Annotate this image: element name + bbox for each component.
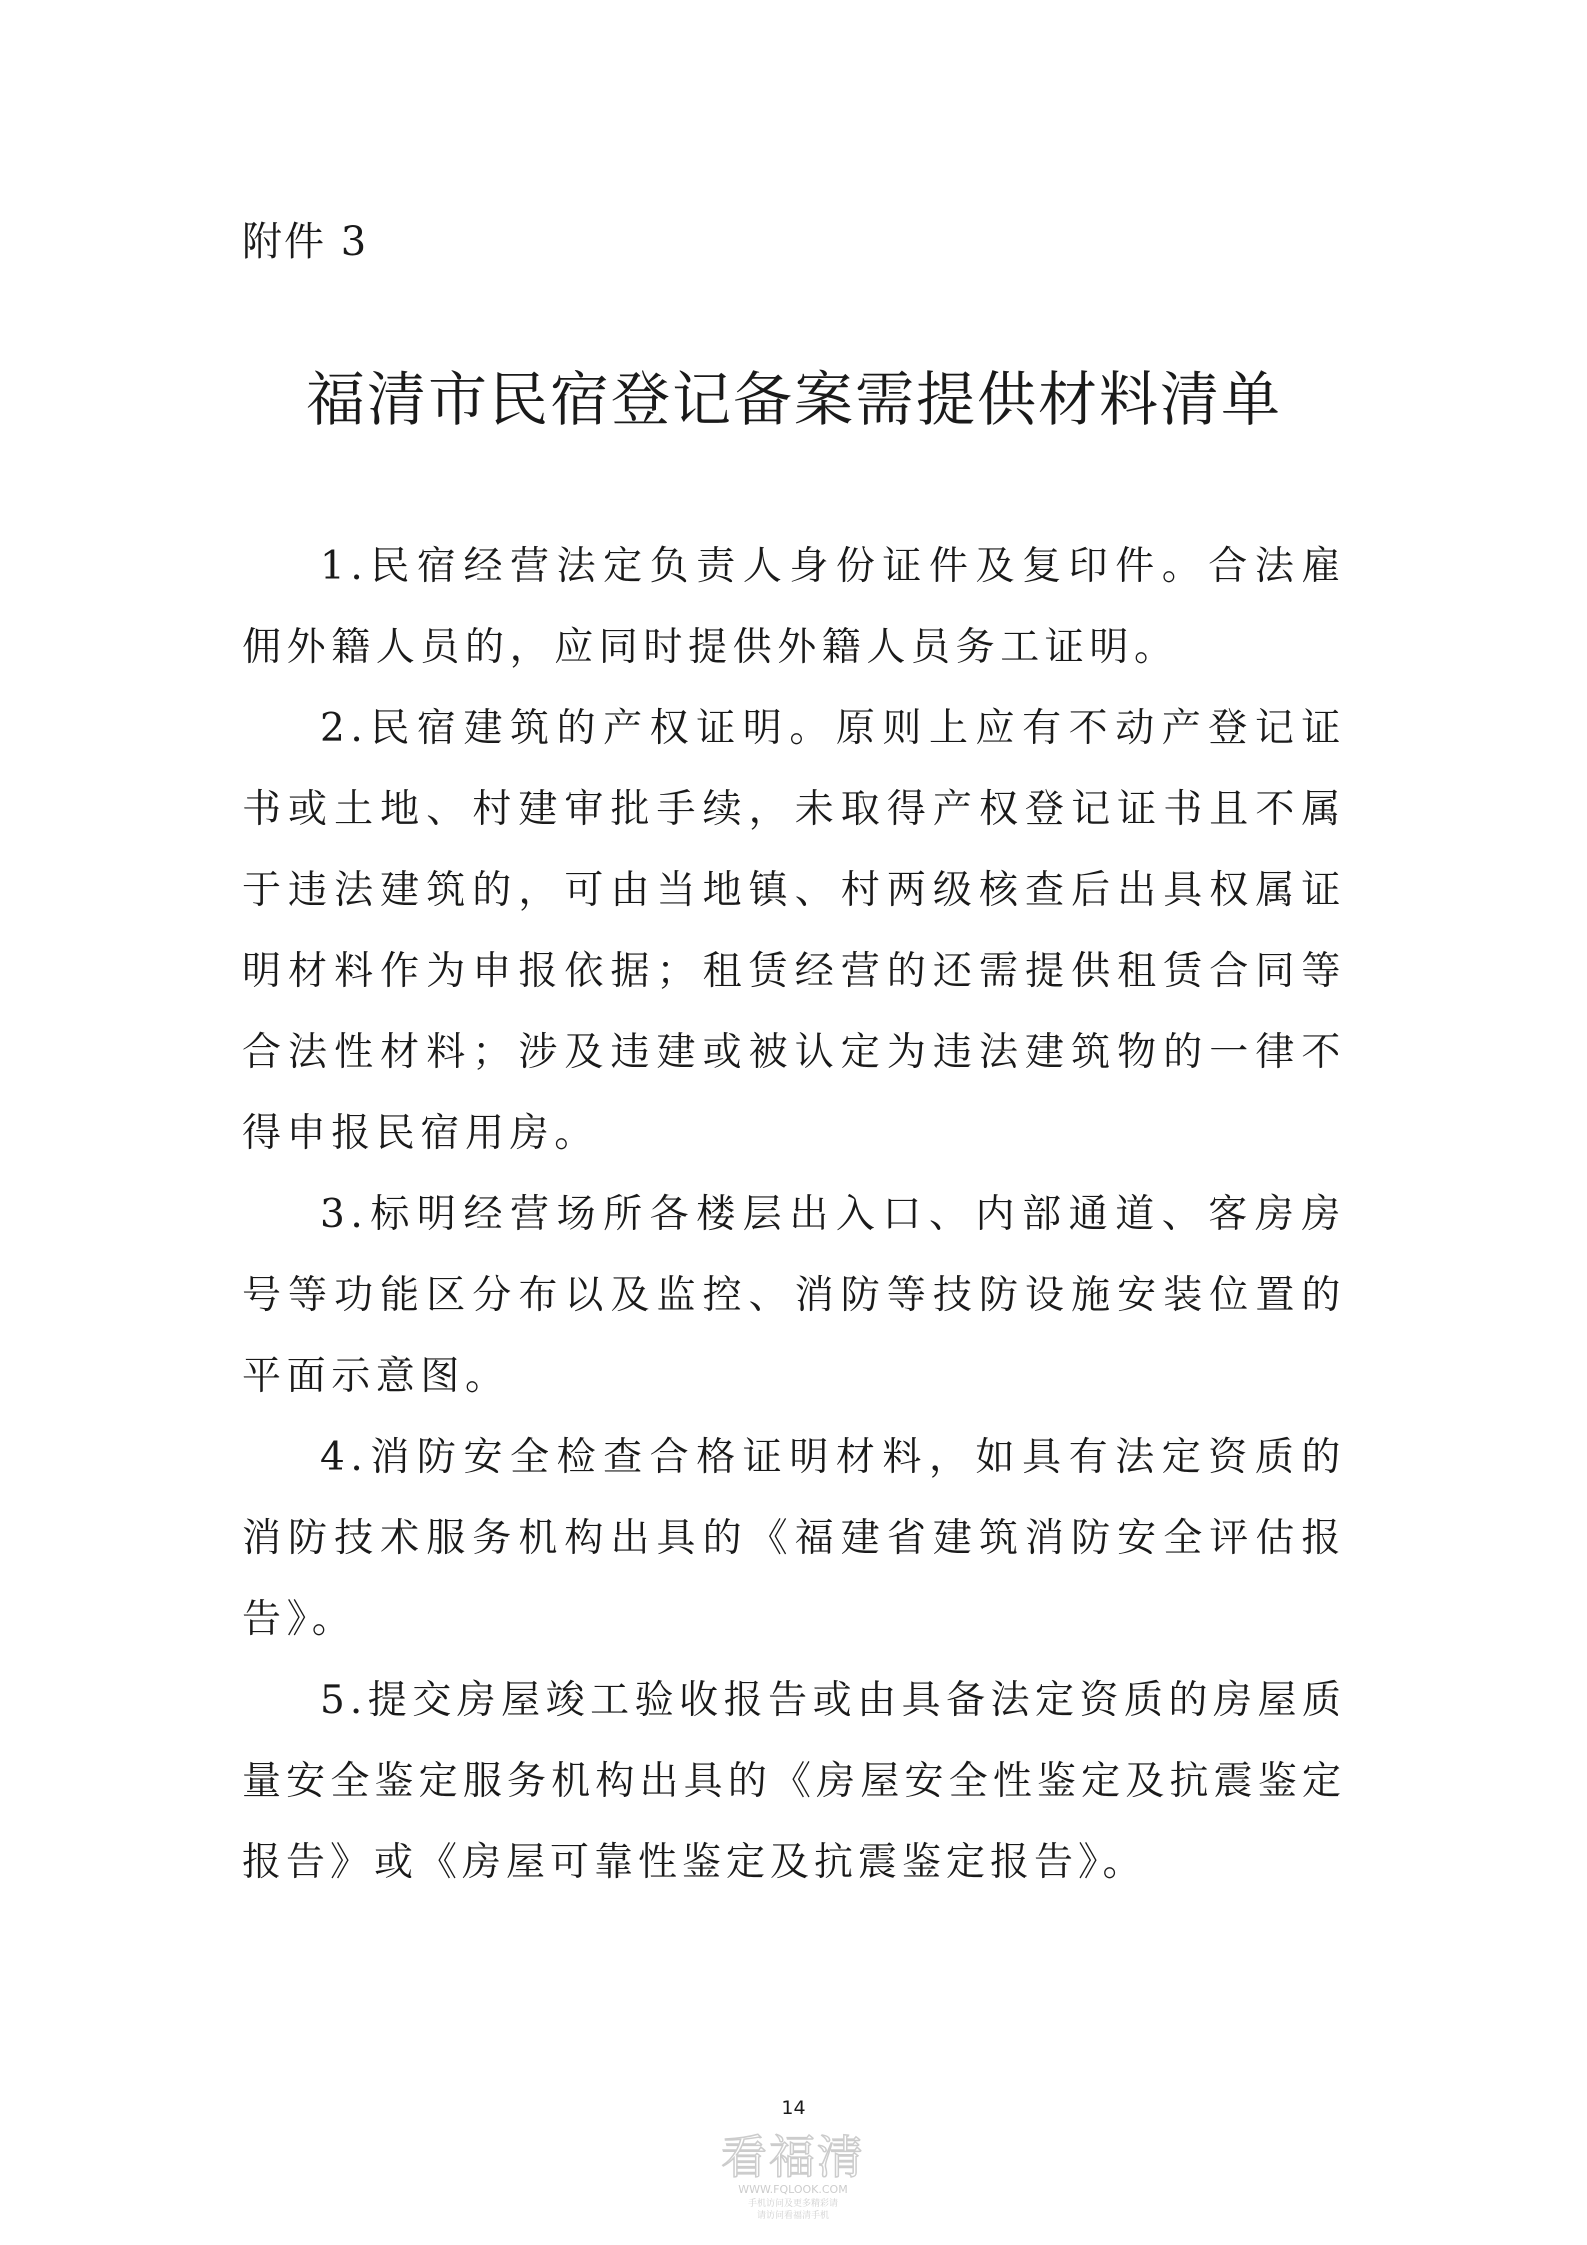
paragraph-1: 1.民宿经营法定负责人身份证件及复印件。合法雇佣外籍人员的，应同时提供外籍人员务工证明。 <box>242 544 1346 670</box>
paragraph-5: 5.提交房屋竣工验收报告或由具备法定资质的房屋质量安全鉴定服务机构出具的《房屋安全性鉴定及抗震鉴定报告》或《房屋可靠性鉴定及抗震鉴定报告》。 <box>242 1678 1346 1885</box>
page-number: 14 <box>781 2097 806 2119</box>
watermark-logo: 看福清 <box>721 2130 865 2184</box>
paragraph-3: 3.标明经营场所各楼层出入口、内部通道、客房房号等功能区分布以及监控、消防等技防设施安装位置的平面示意图。 <box>242 1192 1346 1399</box>
attachment-label: 附件 3 <box>242 219 369 265</box>
paragraph-2: 2.民宿建筑的产权证明。原则上应有不动产登记证书或土地、村建审批手续，未取得产权登记证书且不属于违法建筑的，可由当地镇、村两级核查后出具权属证明材料作为申报依据；租赁经营的还需提供租赁合同等合法性材料；涉及违建或被认定为违法建筑物的一律不得申报民宿用房。 <box>242 706 1346 1156</box>
watermark-note-2: 请访问看福清手机 <box>756 2211 829 2221</box>
watermark <box>703 2132 883 2242</box>
document-body <box>242 526 1346 1903</box>
watermark-note-1: 手机访问及更多精彩请 <box>747 2199 838 2209</box>
watermark-url: WWW.FQLOOK.COM <box>738 2183 848 2196</box>
page-title: 福清市民宿登记备案需提供材料清单 <box>305 365 1282 434</box>
paragraph-4: 4.消防安全检查合格证明材料，如具有法定资质的消防技术服务机构出具的《福建省建筑消防安全评估报告》。 <box>242 1435 1346 1642</box>
